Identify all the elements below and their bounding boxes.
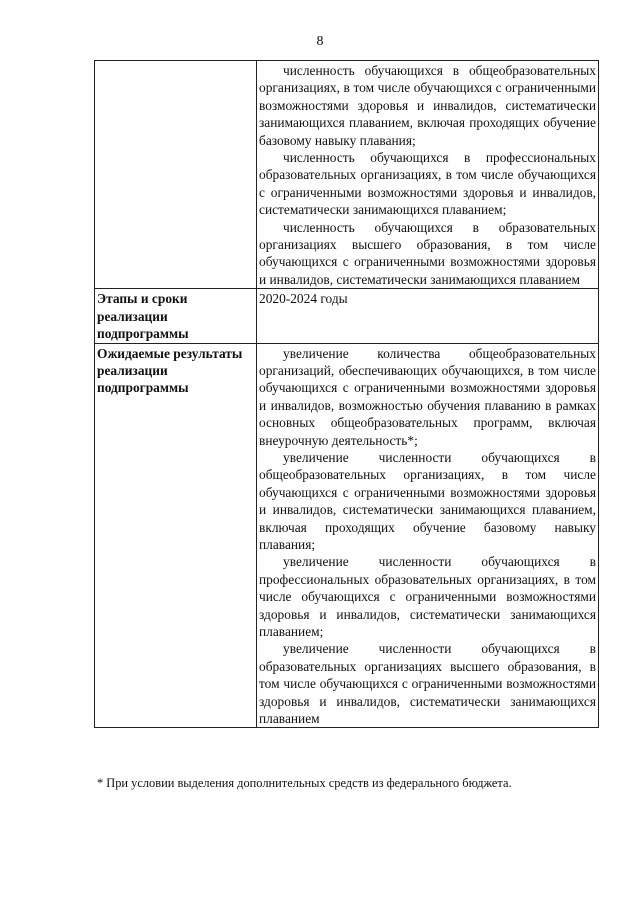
paragraph: численность обучающихся в образовательных организациях высшего образования, в том числе обучающихся с ограниченными возможностями здоровья и инвалидов, систематически занимающихся плаванием bbox=[259, 219, 596, 287]
row-label bbox=[95, 61, 257, 289]
paragraph: увеличение численности обучающихся в профессиональных образовательных организациях, в том числе обучающихся с ограниченными возможностями здоровья и инвалидов, систематически занимающихся плаванием; bbox=[259, 554, 596, 639]
program-passport-table bbox=[94, 60, 599, 728]
paragraph: увеличение численности обучающихся в общеобразовательных организациях, в том числе обучающихся с ограниченными возможностями здоровья и инвалидов, систематически занимающихся плаванием, включая проходящих обучение базовому навыку плавания; bbox=[259, 449, 596, 552]
row-value bbox=[257, 61, 599, 289]
footnote: * При условии выделения дополнительных средств из федерального бюджета. bbox=[97, 776, 512, 790]
row-label: Ожидаемые результаты реализации подпрограммы bbox=[95, 343, 257, 728]
paragraph: численность обучающихся в профессиональных образовательных организациях, в том числе обучающихся с ограниченными возможностями здоровья и инвалидов, систематически занимающихся плаванием; bbox=[259, 150, 596, 218]
paragraph: увеличение количества общеобразовательных организаций, обеспечивающих обучающихся, в том числе обучающихся с ограниченными возможностями здоровья и инвалидов, возможностью обучения плаванию в рамках основных общеобразовательных программ, включая внеурочную деятельность*; bbox=[259, 345, 596, 448]
row-value bbox=[257, 343, 599, 728]
row-value: 2020-2024 годы bbox=[257, 289, 599, 343]
table-row bbox=[95, 289, 599, 343]
table-row bbox=[95, 61, 599, 289]
paragraph: численность обучающихся в общеобразовательных организациях, в том числе обучающихся с ограниченными возможностями здоровья и инвалидов, систематически занимающихся плаванием, включая проходящих обучение базовому навыку плавания; bbox=[259, 63, 596, 148]
table-row bbox=[95, 343, 599, 728]
paragraph: увеличение численности обучающихся в образовательных организациях высшего образования, в том числе обучающихся с ограниченными возможностями здоровья и инвалидов, систематически занимающихся плаванием bbox=[259, 641, 596, 727]
row-label: Этапы и сроки реализации подпрограммы bbox=[95, 289, 257, 343]
page-number: 8 bbox=[316, 34, 324, 49]
